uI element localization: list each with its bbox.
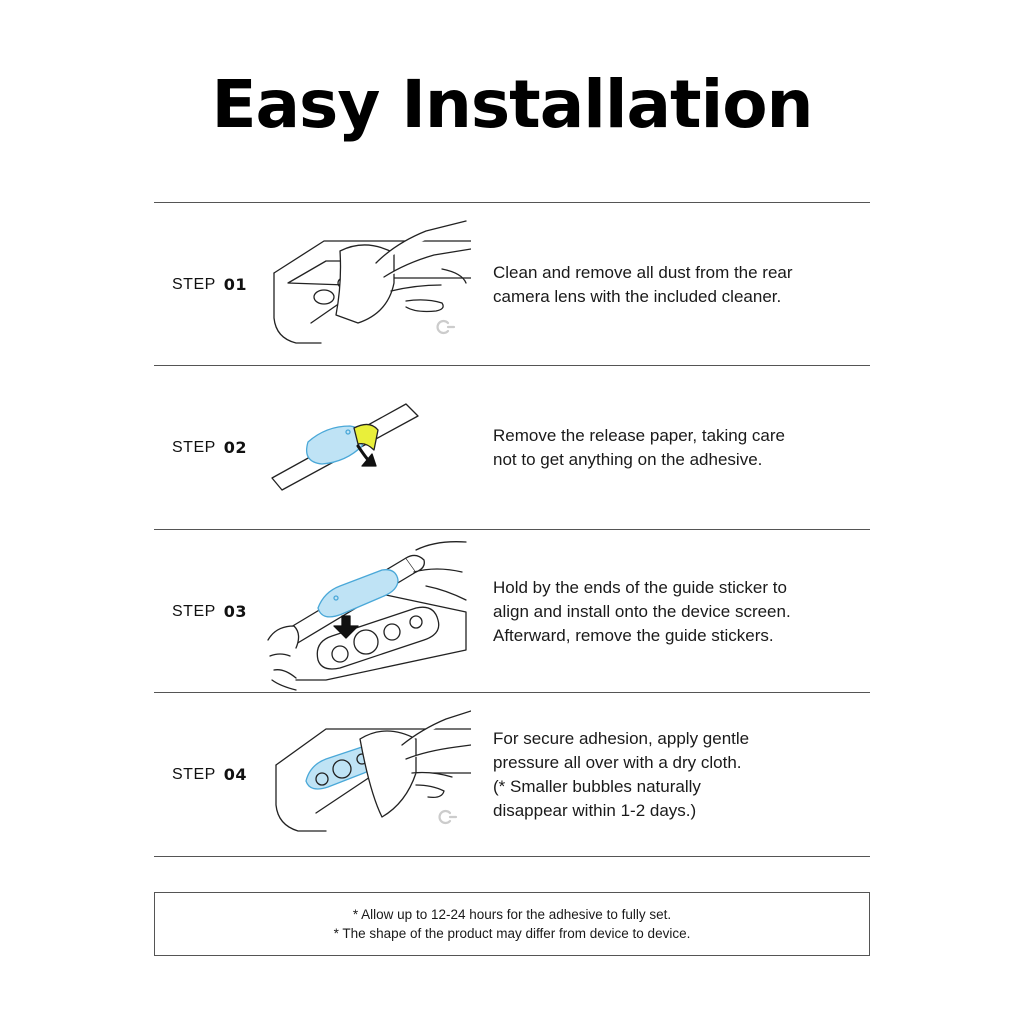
camera-lens [314,290,334,304]
step-text-line: Afterward, remove the guide stickers. [493,625,774,645]
step-label [172,203,247,366]
hand [268,626,299,690]
step-text-line: For secure adhesion, apply gentle [493,728,750,748]
note-line: * Allow up to 12-24 hours for the adhesive to fully set. [352,907,672,922]
step-text-line: pressure all over with a dry cloth. [493,752,742,772]
step-text-line: disappear within 1-2 days.) [493,800,697,820]
step-word: STEP [172,275,216,293]
step-01 [154,203,870,366]
step-word: STEP [172,602,216,620]
step-description [493,366,853,529]
step-word: STEP [172,765,216,783]
step-02 [154,366,870,529]
step-description [493,530,853,693]
step-number: 02 [223,438,248,457]
step-description [493,693,853,856]
note-line: * The shape of the product may differ from device to device. [333,926,691,941]
step-text-line: not to get anything on the adhesive. [493,449,763,469]
press-illustration [266,693,471,856]
step-text-line: align and install onto the device screen. [493,601,791,621]
step-text-line: (* Smaller bubbles naturally [493,776,701,796]
cleaning-cloth [360,731,416,817]
step-label [172,693,247,856]
step-text-line: camera lens with the included cleaner. [493,286,782,306]
page-title: Easy Installation [211,66,813,143]
cleaning-illustration [266,203,471,366]
notes-box [154,892,870,956]
step-label [172,366,247,529]
step-03 [154,530,870,693]
step-text-line: Hold by the ends of the guide sticker to [493,577,787,597]
install-illustration [266,530,471,693]
release-paper-illustration [266,366,471,529]
step-description [493,203,853,366]
lens-film [318,570,398,617]
step-text-line: Clean and remove all dust from the rear [493,262,793,282]
divider [154,856,870,857]
brand-logo-icon [438,321,454,333]
step-label [172,530,247,693]
step-text-line: Remove the release paper, taking care [493,425,786,445]
brand-logo-icon [440,811,456,823]
step-04 [154,693,870,856]
step-number: 01 [223,275,248,294]
step-number: 03 [223,602,248,621]
step-number: 04 [223,765,248,784]
step-word: STEP [172,438,216,456]
